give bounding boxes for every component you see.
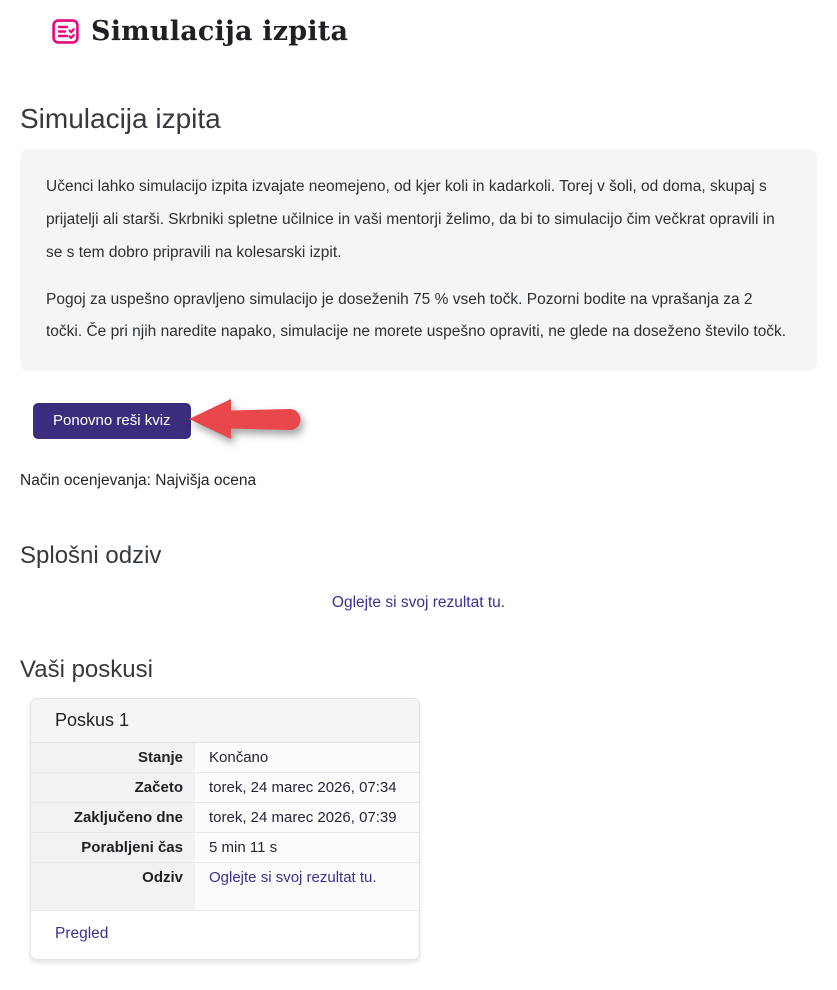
attempt-summary-card xyxy=(30,698,420,960)
feedback-result-link[interactable]: Oglejte si svoj rezultat tu. xyxy=(331,594,506,612)
attempt-card-title: Poskus 1 xyxy=(31,699,419,743)
row-label: Porabljeni čas xyxy=(31,833,195,862)
row-value: torek, 24 marec 2026, 07:39 xyxy=(195,803,419,832)
description-paragraph-2: Pogoj za uspešno opravljeno simulacijo je doseženih 75 % vseh točk. Pozorni bodite na vprašanja za 2 točki. Če pri njih naredite napako, simulacije ne morete uspešno opraviti, ne glede na doseženo število točk. xyxy=(46,290,787,341)
row-value: Končano xyxy=(195,743,419,772)
row-label: Odziv xyxy=(31,863,195,910)
quiz-description-box xyxy=(20,149,817,371)
overall-feedback-heading: Splošni odziv xyxy=(20,542,162,570)
row-value xyxy=(195,863,419,910)
row-label: Začeto xyxy=(31,773,195,802)
table-row-started xyxy=(31,773,419,803)
section-title: Simulacija izpita xyxy=(20,103,221,134)
activity-header xyxy=(20,16,817,47)
table-row-state xyxy=(31,743,419,773)
row-label: Stanje xyxy=(31,743,195,772)
table-row-time-taken xyxy=(31,833,419,863)
attempt-result-link[interactable]: Oglejte si svoj rezultat tu. xyxy=(209,869,377,887)
feedback-link-wrap xyxy=(20,594,817,612)
quiz-checklist-icon xyxy=(52,18,79,45)
attempt-button-row xyxy=(20,393,817,448)
row-value: 5 min 11 s xyxy=(195,833,419,862)
page-title: Simulacija izpita xyxy=(91,16,349,47)
table-row-feedback xyxy=(31,863,419,911)
review-link[interactable]: Pregled xyxy=(55,925,109,943)
attempt-card-footer xyxy=(31,911,419,959)
red-arrow-icon xyxy=(187,397,315,448)
row-label: Zaključeno dne xyxy=(31,803,195,832)
grading-method-text: Način ocenjevanja: Najvišja ocena xyxy=(20,472,257,490)
description-paragraph-1: Učenci lahko simulacijo izpita izvajate neomejeno, od kjer koli in kadarkoli. Torej v šoli, od doma, skupaj s prijatelji ali starši. Skrbniki spletne učilnice in vaši mentorji želimo, da bi to simulacijo čim večkrat opravili in se s tem dobro pripravili na kolesarski izpit. xyxy=(46,178,775,261)
row-value: torek, 24 marec 2026, 07:34 xyxy=(195,773,419,802)
reattempt-quiz-button[interactable]: Ponovno reši kviz xyxy=(33,403,191,439)
table-row-completed xyxy=(31,803,419,833)
your-attempts-heading: Vaši poskusi xyxy=(20,656,153,684)
